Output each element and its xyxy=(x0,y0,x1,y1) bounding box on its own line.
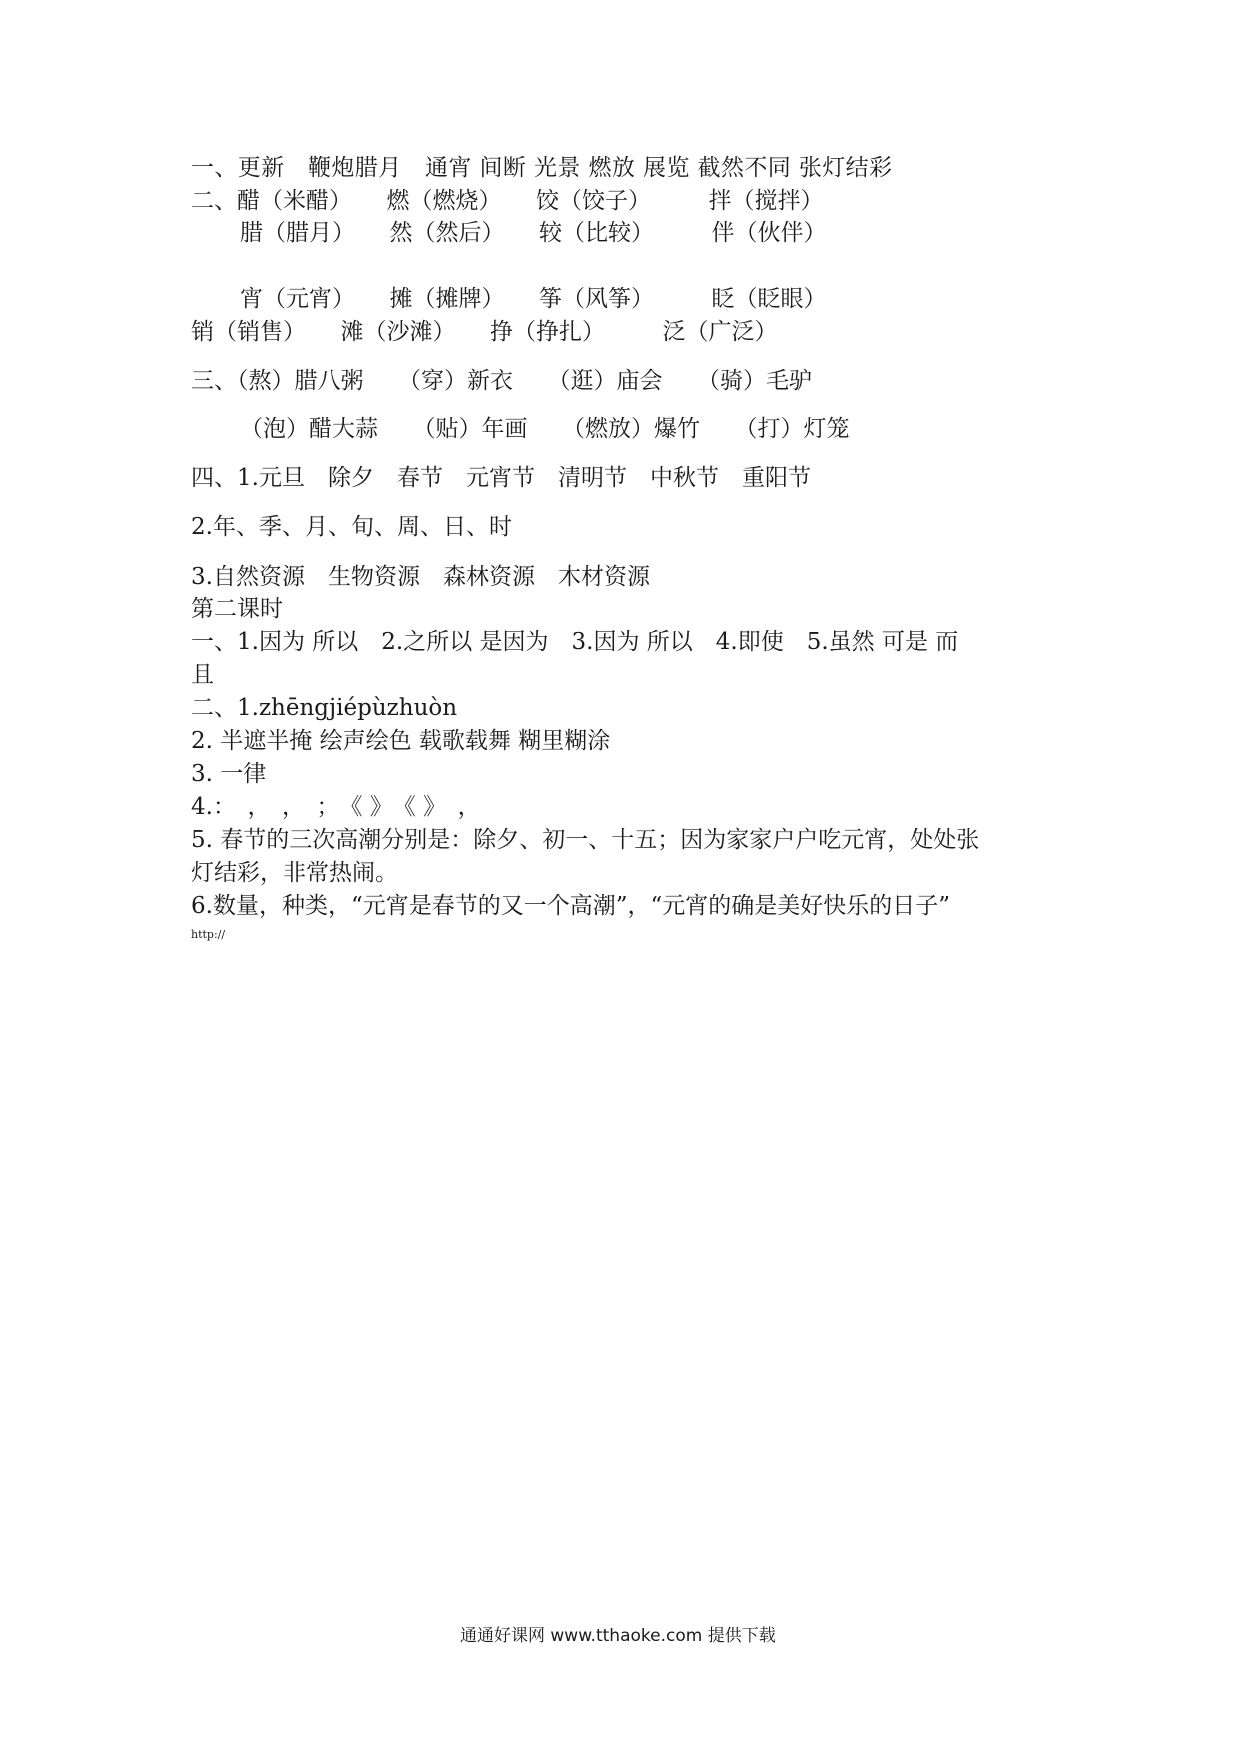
line-9: 2.年、季、月、旬、周、日、时 xyxy=(191,514,512,540)
line-12: 一、1.因为 所以 2.之所以 是因为 3.因为 所以 4.即使 5.虽然 可是 而 xyxy=(191,629,959,655)
line-13: 且 xyxy=(191,662,214,688)
line-20: 6.数量，种类，“元宵是春节的又一个高潮”，“元宵的确是美好快乐的日子” xyxy=(191,893,950,919)
line-15: 2. 半遮半掩 绘声绘色 载歌载舞 糊里糊涂 xyxy=(191,728,611,754)
line-18: 5. 春节的三次高潮分别是：除夕、初一、十五；因为家家户户吃元宵，处处张 xyxy=(191,827,980,853)
footer-text: 通通好课网 www.tthaoke.com 提供下载 xyxy=(460,1626,776,1646)
line-16: 3. 一律 xyxy=(191,761,267,787)
section-title: 第二课时 xyxy=(191,596,283,622)
line-3: 腊（腊月） 然（然后） 较（比较） 伴（伙伴） xyxy=(240,220,827,246)
line-2: 二、醋（米醋） 燃（燃烧） 饺（饺子） 拌（搅拌） xyxy=(191,188,824,214)
line-4: 宵（元宵） 摊（摊牌） 筝（风筝） 眨（眨眼） xyxy=(240,286,827,312)
line-8: 四、1.元旦 除夕 春节 元宵节 清明节 中秋节 重阳节 xyxy=(191,465,811,491)
line-14: 二、1.zhēngjiépùzhuòn xyxy=(191,695,458,721)
line-5: 销（销售） 滩（沙滩） 挣（挣扎） 泛（广泛） xyxy=(191,319,778,345)
line-19: 灯结彩，非常热闹。 xyxy=(191,860,398,886)
line-17: 4.： ， ， ； 《 》 《 》 ， xyxy=(191,794,481,820)
url-note: http:// xyxy=(191,928,226,941)
line-6: 三、（熬）腊八粥 （穿）新衣 （逛）庙会 （骑）毛驴 xyxy=(191,368,812,394)
line-10: 3.自然资源 生物资源 森林资源 木材资源 xyxy=(191,564,650,590)
line-1: 一、更新 鞭炮腊月 通宵 间断 光景 燃放 展览 截然不同 张灯结彩 xyxy=(191,155,893,181)
line-7: （泡）醋大蒜 （贴）年画 （燃放）爆竹 （打）灯笼 xyxy=(240,416,850,442)
